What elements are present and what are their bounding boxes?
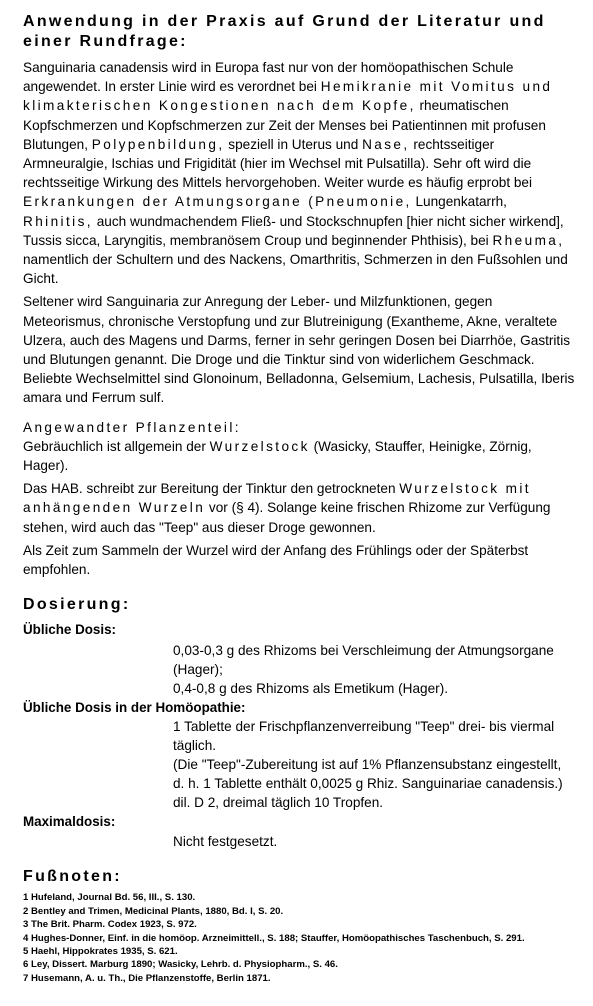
footnote-item: 1 Hufeland, Journal Bd. 56, III., S. 130. (23, 892, 196, 904)
section-heading-anwendung: Anwendung in der Praxis auf Grund der Literatur und einer Rundfrage: (23, 13, 546, 50)
text-run: auch wundmachendem Fließ- und Stockschnupfen [hier nicht sicher wirkend], Tussis sicca, Laryngitis, membranösem Croup und beginnender Phthisis), bei (23, 213, 564, 248)
emphasis-text: Rhinitis, (23, 213, 93, 229)
text-run: Lungenkatarrh, (411, 194, 507, 210)
text-run: speziell in Uterus und (224, 136, 363, 152)
footnote-item: 5 Haehl, Hippokrates 1935, S. 621. (23, 945, 178, 957)
text-run: namentlich der Schultern und des Nackens, Omarthritis, Schmerzen in den Fußsohlen und Gicht. (23, 252, 568, 287)
emphasis-text: Rheuma, (492, 232, 565, 248)
text-run: vor (§ 4). Solange keine frischen Rhizome zur Verfügung stehen, wird auch das "Teep" aus dieser Droge gewonnen. (23, 500, 551, 535)
footnote-item: 3 The Brit. Pharm. Codex 1923, S. 972. (23, 919, 197, 931)
paragraph-sammeln: Als Zeit zum Sammeln der Wurzel wird der Anfang des Frühlings oder der Späterbst empfohlen. (23, 542, 529, 578)
text-run: Sanguinaria canadensis wird in Europa fast nur von der homöopathischen Schule angewendet. In erster Linie wird es verordnet bei (23, 60, 514, 95)
text-run: (Wasicky, Stauffer, Heinigke, Zörnig, Hager). (23, 438, 532, 474)
footnote-item: 4 Hughes-Donner, Einf. in die homöop. Arzneimittell., S. 188; Stauffer, Homöopathisches Taschenbuch, S. 291. (23, 932, 525, 944)
footnote-list (23, 891, 575, 985)
text-run: Gebräuchlich ist allgemein der (23, 438, 210, 454)
text-run: rechtsseitiger Armneuralgie, Ischias und Frigidität (hier im Wechsel mit Pulsatilla). Sehr oft wird die rechtsseitige Wirkung des Mittels hervorgehoben. Weiter wurde es häufig erprobt bei (23, 136, 533, 191)
paragraph-pflanzenteil (23, 437, 575, 475)
dosage-value: 0,03-0,3 g des Rhizoms bei Verschleimung der Atmungsorgane (Hager); (173, 643, 554, 678)
dosage-value: Nicht festgesetzt. (173, 834, 278, 850)
dosage-value: (Die "Teep"-Zubereitung ist auf 1% Pflanzensubstanz eingestellt, d. h. 1 Tablette enthält 0,0025 g Rhiz. Sanguinariae canadensis.) (173, 757, 563, 792)
paragraph-hab (23, 479, 575, 537)
footnote-item: 6 Ley, Dissert. Marburg 1890; Wasicky, Lehrb. d. Physiopharm., S. 46. (23, 959, 338, 971)
emphasis-text: Hemikranie mit Vomitus und klimakterischen Kongestionen nach dem Kopfe, (23, 79, 553, 114)
paragraph-seltener: Seltener wird Sanguinaria zur Anregung der Leber- und Milzfunktionen, gegen Meteorismus, chronische Verstopfung und zur Blutreinigung (Exantheme, Akne, veraltete Ulzera, auch des Magens und Darms, ferner in sehr geringen Dosen bei Diarrhöe, Gastritis und Blutungen genannt. Die Droge und die Tinktur sind von widerlichem Geschmack. Beliebte Wechselmittel sind Glonoinum, Belladonna, Gelsemium, Lachesis, Pulsatilla, Iberis amara und Ferrum sulf. (23, 294, 575, 406)
dosage-label-homeopathy: Übliche Dosis in der Homöopathie: (23, 700, 246, 716)
dosage-block (23, 620, 575, 851)
dosage-value: dil. D 2, dreimal täglich 10 Tropfen. (173, 795, 384, 811)
dosage-label-usual: Übliche Dosis: (23, 622, 117, 638)
dosage-label-max: Maximaldosis: (23, 814, 116, 830)
section-heading-dosierung: Dosierung: (23, 596, 131, 614)
subheading-pflanzenteil: Angewandter Pflanzenteil: (23, 419, 241, 435)
dosage-value: 1 Tablette der Frischpflanzenverreibung "Teep" drei- bis viermal täglich. (173, 719, 555, 754)
dosage-value: 0,4-0,8 g des Rhizoms als Emetikum (Hager). (173, 681, 448, 697)
section-heading-fussnoten: Fußnoten: (23, 868, 122, 886)
paragraph-anwendung (23, 58, 575, 288)
footnote-item: 2 Bentley and Trimen, Medicinal Plants, 1880, Bd. I, S. 20. (23, 905, 284, 917)
emphasis-text: Polypenbildung, (91, 136, 225, 152)
emphasis-text: Wurzelstock (209, 438, 310, 454)
emphasis-text: Nase, (362, 136, 410, 152)
text-run: Das HAB. schreibt zur Bereitung der Tinktur den getrockneten (23, 481, 400, 497)
emphasis-text: Wurzelstock mit anhängenden Wurzeln (23, 481, 531, 516)
footnote-item: 7 Husemann, A. u. Th., Die Pflanzenstoffe, Berlin 1871. (23, 972, 271, 984)
text-run: rheumatischen Kopfschmerzen und Kopfschmerzen zur Zeit der Menses bei Patientinnen mit profusen Blutungen, (23, 98, 546, 152)
emphasis-text: Erkrankungen der Atmungsorgane (Pneumonie, (23, 194, 412, 210)
